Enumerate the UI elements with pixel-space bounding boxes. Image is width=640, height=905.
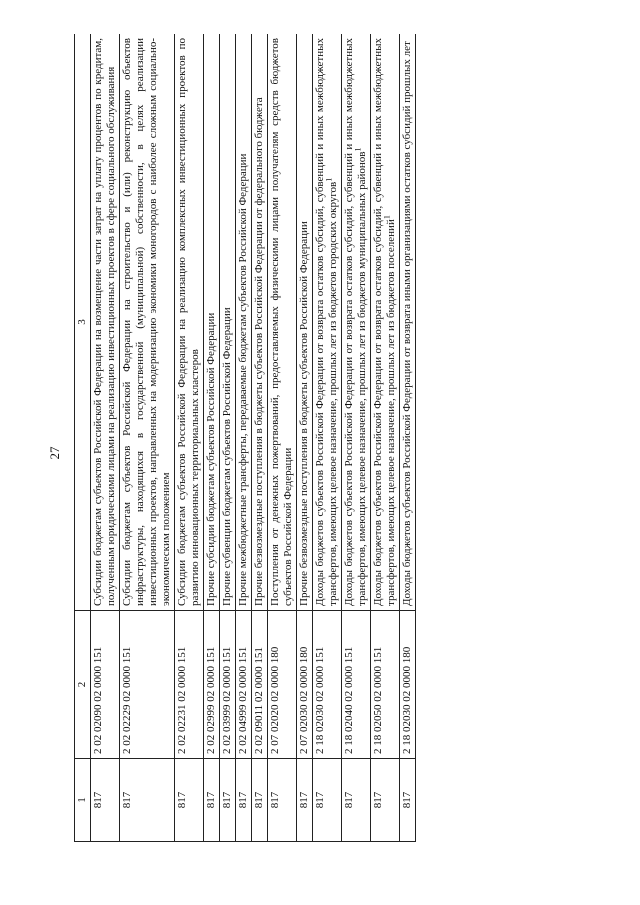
- revenue-code-cell: 2 02 02999 02 0000 151: [204, 611, 220, 759]
- revenue-name-text: Прочие субсидии бюджетам субъектов Российской Федерации: [205, 312, 217, 606]
- revenue-name-cell: [371, 34, 400, 611]
- revenue-name-cell: [297, 34, 313, 611]
- revenue-name-text: Прочие субвенции бюджетам субъектов Российской Федерации: [221, 307, 233, 606]
- revenue-code-cell: 2 18 02030 02 0000 151: [313, 611, 342, 759]
- table-row: [252, 34, 268, 842]
- header-column-3: 3: [75, 34, 91, 611]
- revenue-name-text: Субсидии бюджетам субъектов Российской Федерации на возмещение части затрат на уплату процентов по кредитам, полученным юридическими лицами на реализацию инвестиционных проектов в сфере социального обслуживания: [92, 38, 117, 606]
- revenue-code-cell: 2 02 02229 02 0000 151: [120, 611, 175, 759]
- revenue-name-cell: [342, 34, 371, 611]
- table-row: [120, 34, 175, 842]
- revenue-name-cell: [204, 34, 220, 611]
- admin-code-cell: 817: [371, 759, 400, 842]
- revenue-code-cell: 2 07 02030 02 0000 180: [297, 611, 313, 759]
- revenue-name-text: Прочие безвозмездные поступления в бюджеты субъектов Российской Федерации: [298, 221, 310, 606]
- admin-code-cell: 817: [400, 759, 416, 842]
- admin-code-cell: 817: [342, 759, 371, 842]
- table-row: [175, 34, 204, 842]
- revenue-name-cell: [252, 34, 268, 611]
- revenue-name-cell: [313, 34, 342, 611]
- revenue-name-cell: [91, 34, 120, 611]
- admin-code-cell: 817: [204, 759, 220, 842]
- revenue-name-cell: [175, 34, 204, 611]
- admin-code-cell: 817: [236, 759, 252, 842]
- table-row: [400, 34, 416, 842]
- revenue-name-cell: [400, 34, 416, 611]
- revenue-code-cell: 2 18 02030 02 0000 180: [400, 611, 416, 759]
- footnote-marker: 1: [382, 215, 392, 220]
- revenue-code-cell: 2 02 03999 02 0000 151: [220, 611, 236, 759]
- admin-code-cell: 817: [120, 759, 175, 842]
- revenue-name-text: Доходы бюджетов субъектов Российской Федерации от возврата остатков субсидий, субвенций и иных межбюджетных трансфертов, имеющих целевое назначение, прошлых лет из бюджетов городских округов: [314, 38, 339, 606]
- admin-code-cell: 817: [313, 759, 342, 842]
- admin-code-cell: 817: [268, 759, 297, 842]
- revenue-code-cell: 2 18 02050 02 0000 151: [371, 611, 400, 759]
- rotated-page-area: [74, 34, 548, 842]
- admin-code-cell: 817: [175, 759, 204, 842]
- revenue-name-text: Субсидии бюджетам субъектов Российской Федерации на реализацию комплексных инвестиционных проектов по развитию инновационных территориальных кластеров: [176, 38, 201, 606]
- admin-code-cell: 817: [91, 759, 120, 842]
- header-column-1: 1: [75, 759, 91, 842]
- revenue-name-cell: [220, 34, 236, 611]
- revenue-name-text: Доходы бюджетов субъектов Российской Федерации от возврата иными организациями остатков субсидий прошлых лет: [401, 41, 413, 606]
- budget-revenue-table: [74, 34, 416, 842]
- admin-code-cell: 817: [297, 759, 313, 842]
- revenue-name-text: Поступления от денежных пожертвований, предоставляемых физическими лицами получателям средств бюджетов субъектов Российской Федерации: [269, 38, 294, 606]
- admin-code-cell: 817: [220, 759, 236, 842]
- revenue-code-cell: 2 02 02090 02 0000 151: [91, 611, 120, 759]
- table-row: [204, 34, 220, 842]
- landscape-table-area: [74, 34, 548, 842]
- revenue-code-cell: 2 02 04999 02 0000 151: [236, 611, 252, 759]
- revenue-code-cell: 2 02 02231 02 0000 151: [175, 611, 204, 759]
- revenue-name-text: Прочие межбюджетные трансферты, передаваемые бюджетам субъектов Российской Федерации: [237, 153, 249, 606]
- footnote-marker: 1: [324, 177, 334, 182]
- table-row: [342, 34, 371, 842]
- page-number: 27: [47, 446, 62, 460]
- revenue-name-cell: [236, 34, 252, 611]
- revenue-name-text: Прочие безвозмездные поступления в бюджеты субъектов Российской Федерации от федерального бюджета: [253, 97, 265, 606]
- revenue-name-text: Доходы бюджетов субъектов Российской Федерации от возврата остатков субсидий, субвенций и иных межбюджетных трансфертов, имеющих целевое назначение, прошлых лет из бюджетов поселений: [372, 38, 397, 606]
- header-column-2: 2: [75, 611, 91, 759]
- revenue-code-cell: 2 07 02020 02 0000 180: [268, 611, 297, 759]
- table-row: [371, 34, 400, 842]
- table-header-row: [75, 34, 91, 842]
- revenue-name-text: Доходы бюджетов субъектов Российской Федерации от возврата остатков субсидий, субвенций и иных межбюджетных трансфертов, имеющих целевое назначение, прошлых лет из бюджетов муниципальных районов: [343, 38, 368, 606]
- table-row: [297, 34, 313, 842]
- table-row: [236, 34, 252, 842]
- table-row: [220, 34, 236, 842]
- table-row: [91, 34, 120, 842]
- revenue-code-cell: 2 02 09011 02 0000 151: [252, 611, 268, 759]
- revenue-name-cell: [268, 34, 297, 611]
- footnote-marker: 1: [353, 147, 363, 152]
- table-body: [91, 34, 416, 842]
- table-row: [268, 34, 297, 842]
- revenue-name-cell: [120, 34, 175, 611]
- table-row: [313, 34, 342, 842]
- admin-code-cell: 817: [252, 759, 268, 842]
- revenue-code-cell: 2 18 02040 02 0000 151: [342, 611, 371, 759]
- revenue-name-text: Субсидии бюджетам субъектов Российской Федерации на строительство и (или) реконструкцию объектов инфраструктуры, находящихся в государственной (муниципальной) собственности, в целях реализации инвестиционных проектов, направленных на модернизацию экономики моногородов с наиболее сложным социально-экономическим положением: [121, 38, 172, 606]
